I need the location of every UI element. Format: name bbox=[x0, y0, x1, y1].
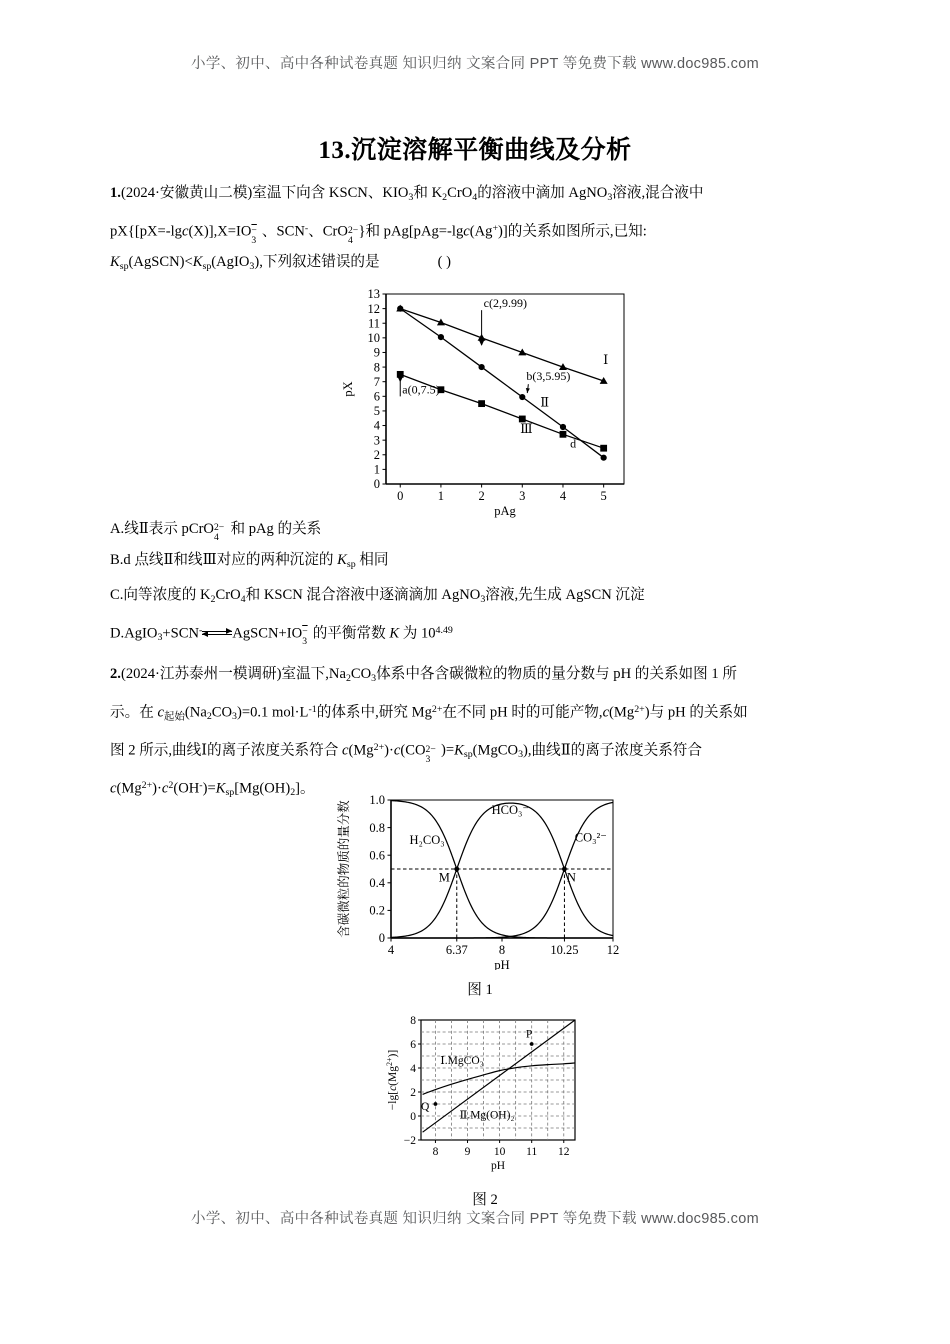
q2-s4: 3 bbox=[232, 710, 237, 722]
question2-line1 bbox=[110, 659, 850, 694]
q1-l1-c: CrO bbox=[447, 185, 473, 201]
svg-text:3: 3 bbox=[373, 433, 380, 448]
svg-text:b(3,5.95): b(3,5.95) bbox=[526, 369, 571, 384]
figure1-caption: 图 1 bbox=[467, 982, 493, 998]
co3-sup: 2− bbox=[425, 743, 436, 755]
q2-l4-a: (Mg bbox=[116, 780, 142, 797]
q1-l1-s3: 4 bbox=[472, 191, 478, 203]
svg-text:0.8: 0.8 bbox=[369, 820, 385, 835]
q1-l3-k1: K bbox=[110, 254, 120, 271]
svg-text:6.37: 6.37 bbox=[445, 943, 468, 957]
svg-text:1.0: 1.0 bbox=[369, 793, 385, 808]
svg-text:10: 10 bbox=[367, 331, 380, 346]
svg-text:6: 6 bbox=[410, 1039, 416, 1051]
svg-text:8: 8 bbox=[373, 360, 380, 375]
option-c-c: 和 KSCN 混合溶液中逐滴滴加 AgNO bbox=[245, 586, 481, 603]
svg-text:H₂CO₃: H₂CO₃ bbox=[409, 833, 445, 848]
watermark-top: 小学、初中、高中各种试卷真题 知识归纳 文案合同 PPT 等免费下载 www.doc985.com bbox=[191, 56, 759, 72]
q2-l1-a: 室温下,Na bbox=[281, 665, 346, 682]
svg-text:4: 4 bbox=[373, 418, 380, 433]
svg-text:4: 4 bbox=[410, 1063, 416, 1075]
page-title: 13.沉淀溶解平衡曲线及分析 bbox=[318, 137, 632, 164]
svg-text:pX: pX bbox=[341, 381, 355, 397]
option-c-a: C.向等浓度的 K bbox=[110, 586, 211, 603]
io3-sub: 3 bbox=[251, 234, 257, 246]
question2-line2 bbox=[110, 694, 850, 732]
question2-source: (2024·江苏泰州一模调研) bbox=[120, 665, 282, 682]
q2-l4-e: [Mg(OH) bbox=[234, 780, 291, 797]
scn-sup: - bbox=[304, 222, 309, 234]
svg-text:2: 2 bbox=[478, 489, 485, 503]
svg-text:Ⅲ: Ⅲ bbox=[520, 420, 533, 436]
svg-text:0: 0 bbox=[397, 489, 404, 503]
q1-l1-d: 的溶液中滴加 AgNO bbox=[477, 185, 608, 201]
option-d-e: 为 10 bbox=[399, 624, 436, 641]
svg-text:M: M bbox=[438, 870, 450, 885]
option-c[interactable] bbox=[110, 580, 850, 615]
option-d-d: 的平衡常数 bbox=[312, 624, 390, 641]
option-d-sup2: − bbox=[302, 626, 308, 638]
q1-l1-s1: 3 bbox=[408, 191, 414, 203]
q2-l4-sp: sp bbox=[225, 787, 235, 799]
q1-l3-sp2: sp bbox=[202, 260, 212, 272]
q1-l1-a: 室温下向含 KSCN、KIO bbox=[252, 185, 409, 201]
q2-l2-f: 在不同 pH 时的可能产物, bbox=[442, 703, 603, 720]
q2-l3-it3: K bbox=[454, 742, 464, 759]
q2-l3-a: 图 2 所示,曲线Ⅰ的离子浓度关系符合 bbox=[110, 742, 342, 759]
q2-l4-it2: c bbox=[161, 780, 169, 797]
q2-l4-sup1: 2+ bbox=[141, 780, 153, 792]
q1-l1-e: 溶液,混合液中 bbox=[612, 185, 704, 201]
q1-l2-c-italic: c bbox=[181, 223, 189, 240]
svg-text:12: 12 bbox=[367, 301, 380, 316]
cro4-sup: 2− bbox=[347, 224, 359, 236]
q1-l3-b: (AgSCN)< bbox=[128, 254, 193, 271]
q2-l2-qishi: 起始 bbox=[163, 710, 185, 722]
question2-line3 bbox=[110, 732, 850, 770]
svg-text:9: 9 bbox=[373, 345, 380, 360]
cro4-sub: 4 bbox=[347, 234, 353, 246]
chart-px-pag bbox=[340, 282, 630, 522]
option-d-sup1: - bbox=[199, 624, 203, 636]
figure2-caption: 图 2 bbox=[472, 1192, 498, 1208]
q2-l2-g: (Mg bbox=[609, 703, 635, 720]
q2-l3-sup1: 2+ bbox=[373, 741, 385, 753]
q1-l3-e: ),下列叙述错误的是 bbox=[254, 254, 380, 271]
option-a-sup: 2− bbox=[213, 522, 225, 534]
q2-mg-sup: 2+ bbox=[431, 703, 443, 715]
svg-text:含碳微粒的物质的量分数: 含碳微粒的物质的量分数 bbox=[337, 800, 351, 938]
svg-text:d: d bbox=[570, 436, 577, 451]
svg-text:11: 11 bbox=[367, 316, 380, 331]
q1-l1-s2: 2 bbox=[442, 191, 448, 203]
q1-l2-g: )]的关系如图所示,已知: bbox=[498, 223, 647, 240]
svg-text:4: 4 bbox=[559, 489, 567, 503]
svg-text:3: 3 bbox=[519, 489, 526, 503]
q2-l4-it3: K bbox=[215, 780, 226, 797]
question1-line2 bbox=[110, 213, 850, 247]
q2-l4-b: )· bbox=[152, 780, 162, 797]
q2-l3-b: (Mg bbox=[348, 742, 374, 759]
chart-px-pag-svg bbox=[340, 282, 630, 522]
q2-l3-d: (CO bbox=[400, 742, 426, 759]
q2-l2-e: 的体系中,研究 Mg bbox=[316, 703, 432, 720]
q1-l2-c-italic2: c bbox=[463, 223, 470, 240]
svg-text:7: 7 bbox=[373, 374, 380, 389]
q2-l1-c: 体系中各含碳微粒的物质的量分数与 pH 的关系如图 1 所 bbox=[376, 665, 737, 682]
option-a-suffix: 和 pAg 的关系 bbox=[230, 520, 322, 537]
svg-text:6: 6 bbox=[373, 389, 380, 404]
option-a-sub: 4 bbox=[213, 532, 219, 544]
q2-l3-e: )= bbox=[441, 742, 455, 759]
svg-text:CO₃²⁻: CO₃²⁻ bbox=[574, 830, 607, 845]
svg-text:a(0,7.5): a(0,7.5) bbox=[402, 382, 440, 397]
svg-text:2: 2 bbox=[373, 447, 380, 462]
option-c-s1: 2 bbox=[210, 593, 216, 605]
q2-l1-b: CO bbox=[350, 665, 372, 682]
option-c-s3: 3 bbox=[480, 593, 486, 605]
ag-sup: + bbox=[492, 222, 499, 234]
q1-l2-c: 、SCN bbox=[261, 223, 305, 240]
q1-l1-s4: 3 bbox=[607, 191, 613, 203]
q2-l4-sup3: - bbox=[199, 780, 203, 792]
q1-l1-b: 和 K bbox=[413, 185, 443, 201]
q1-l3-d: (AgIO bbox=[211, 254, 250, 271]
svg-text:4: 4 bbox=[387, 943, 395, 957]
q1-l2-b: (X)],X=IO bbox=[188, 223, 252, 240]
q2-l2-b: (Na bbox=[184, 703, 207, 720]
option-a-cro4-charge bbox=[213, 518, 225, 544]
q2-s3: 2 bbox=[206, 710, 212, 722]
option-c-d: 溶液,先生成 AgSCN 沉淀 bbox=[485, 586, 645, 603]
option-d[interactable] bbox=[110, 615, 850, 653]
option-d-s2: 3 bbox=[302, 636, 307, 648]
cro4-charge bbox=[347, 221, 359, 246]
option-d-k: K bbox=[389, 624, 400, 641]
svg-text:0.4: 0.4 bbox=[369, 876, 385, 890]
q1-l3-s3: 3 bbox=[249, 260, 255, 272]
q2-l3-sp: sp bbox=[463, 749, 473, 761]
chart-mg-ph-svg bbox=[385, 1012, 585, 1187]
svg-text:Ⅰ.MgCO₃: Ⅰ.MgCO₃ bbox=[440, 1054, 484, 1067]
q2-l4-it1: c bbox=[110, 780, 117, 797]
svg-text:2: 2 bbox=[410, 1087, 416, 1099]
svg-text:Q: Q bbox=[421, 1101, 430, 1113]
svg-text:0: 0 bbox=[373, 477, 380, 492]
option-c-s2: 4 bbox=[240, 593, 246, 605]
svg-text:Ⅱ: Ⅱ bbox=[540, 394, 550, 410]
option-d-io3-charge bbox=[302, 622, 313, 648]
svg-text:10: 10 bbox=[493, 1146, 506, 1158]
q2-l4-f: ]。 bbox=[295, 780, 315, 797]
option-d-a: D.AgIO bbox=[110, 624, 158, 641]
svg-text:0: 0 bbox=[410, 1111, 416, 1123]
q2-l2-d: )=0.1 mol·L bbox=[237, 703, 309, 720]
q2-l2-c-italic2: c bbox=[602, 703, 610, 720]
svg-text:N: N bbox=[566, 870, 576, 885]
svg-text:Ⅱ.Mg(OH)₂: Ⅱ.Mg(OH)₂ bbox=[459, 1109, 515, 1122]
svg-text:13: 13 bbox=[367, 287, 380, 302]
svg-text:12: 12 bbox=[558, 1146, 570, 1158]
svg-text:−2: −2 bbox=[403, 1135, 416, 1147]
svg-text:10.25: 10.25 bbox=[550, 943, 579, 957]
q2-l3-mg-sub: 3 bbox=[518, 749, 524, 761]
svg-text:1: 1 bbox=[373, 462, 380, 477]
option-a-prefix: A.线Ⅱ表示 pCrO bbox=[110, 520, 214, 537]
q2-l4-sup2: 2 bbox=[168, 780, 174, 792]
co3-charge bbox=[425, 740, 437, 765]
option-d-exp: 4.49 bbox=[435, 624, 453, 636]
io3-sup: − bbox=[251, 224, 257, 236]
svg-text:8: 8 bbox=[432, 1146, 439, 1158]
svg-text:0: 0 bbox=[378, 931, 385, 946]
chart-carbon-fraction bbox=[335, 790, 625, 970]
chart-carbon-fraction-svg bbox=[335, 790, 625, 970]
option-d-c: AgSCN+IO bbox=[232, 624, 303, 641]
svg-text:5: 5 bbox=[600, 489, 607, 503]
q2-l2-sup: -1 bbox=[308, 703, 317, 715]
svg-text:P: P bbox=[525, 1028, 533, 1041]
svg-text:11: 11 bbox=[526, 1146, 538, 1158]
svg-text:c(2,9.99): c(2,9.99) bbox=[483, 296, 527, 311]
q1-l2-a: pX{[pX=-lg bbox=[110, 223, 182, 240]
question1-line1 bbox=[110, 178, 850, 213]
option-c-b: CrO bbox=[215, 586, 241, 603]
q1-l3-sp1: sp bbox=[119, 260, 129, 272]
question2-number: 2. bbox=[110, 665, 121, 682]
q2-l3-c: )· bbox=[384, 742, 394, 759]
option-b[interactable] bbox=[110, 545, 850, 580]
q2-l2-a: 示。在 bbox=[110, 703, 158, 720]
option-b-a: B.d 点线Ⅱ和线Ⅲ对应的两种沉淀的 bbox=[110, 551, 338, 568]
q2-s2: 3 bbox=[371, 672, 377, 684]
q2-l4-d: )= bbox=[202, 780, 216, 797]
io3-charge bbox=[251, 221, 262, 246]
q2-l2-c-italic: c bbox=[157, 703, 164, 720]
equilibrium-arrow-icon bbox=[202, 626, 232, 641]
co3-sub: 3 bbox=[425, 753, 431, 765]
watermark-bottom: 小学、初中、高中各种试卷真题 知识归纳 文案合同 PPT 等免费下载 www.doc985.com bbox=[191, 1211, 759, 1227]
svg-text:9: 9 bbox=[464, 1146, 471, 1158]
q2-l3-f: (MgCO bbox=[472, 742, 519, 759]
q1-l3-k2: K bbox=[192, 254, 203, 271]
q2-l3-g: ),曲线Ⅱ的离子浓度关系符合 bbox=[523, 742, 702, 759]
svg-text:12: 12 bbox=[606, 943, 620, 957]
q2-l4-sub2: 2 bbox=[290, 787, 296, 799]
q2-l3-it2: c bbox=[393, 742, 401, 759]
q1-l2-f: (Ag bbox=[469, 223, 493, 240]
svg-text:HCO₃⁻: HCO₃⁻ bbox=[491, 802, 530, 817]
option-d-s1: 3 bbox=[157, 631, 163, 643]
q2-l2-h: )与 pH 的关系如 bbox=[644, 703, 748, 720]
svg-text:8: 8 bbox=[410, 1015, 416, 1027]
option-b-k: K bbox=[337, 551, 347, 568]
svg-text:pH: pH bbox=[494, 958, 510, 970]
q2-l2-c: CO bbox=[211, 703, 233, 720]
svg-text:pH: pH bbox=[490, 1160, 506, 1172]
svg-text:8: 8 bbox=[498, 943, 506, 957]
q1-l2-e: }和 pAg[pAg=-lg bbox=[358, 223, 464, 240]
answer-bracket[interactable]: ( ) bbox=[437, 254, 451, 271]
chart-mg-ph bbox=[385, 1012, 585, 1187]
option-b-b: 相同 bbox=[355, 551, 389, 568]
q2-l4-c: (OH bbox=[173, 780, 200, 797]
question1-source: (2024·安徽黄山二模) bbox=[120, 185, 253, 201]
svg-text:0.2: 0.2 bbox=[369, 903, 385, 918]
q2-l3-it1: c bbox=[341, 742, 349, 759]
svg-text:0.6: 0.6 bbox=[369, 848, 385, 863]
svg-text:1: 1 bbox=[437, 489, 445, 503]
q2-mg-sup2: 2+ bbox=[634, 703, 645, 715]
svg-text:pAg: pAg bbox=[494, 504, 516, 518]
svg-text:−lg[c(Mg2+)]: $-\lg[c(Mg^{2+})]$ bbox=[385, 1049, 399, 1111]
q2-s1: 2 bbox=[345, 672, 351, 684]
svg-text:Ⅰ: Ⅰ bbox=[603, 352, 609, 368]
q1-l2-d: 、CrO bbox=[308, 223, 348, 240]
option-b-ksub: sp bbox=[346, 558, 356, 570]
question1-line3 bbox=[110, 247, 850, 282]
question1-number: 1. bbox=[110, 185, 121, 201]
svg-text:5: 5 bbox=[373, 404, 380, 419]
option-d-b: +SCN bbox=[162, 624, 200, 641]
